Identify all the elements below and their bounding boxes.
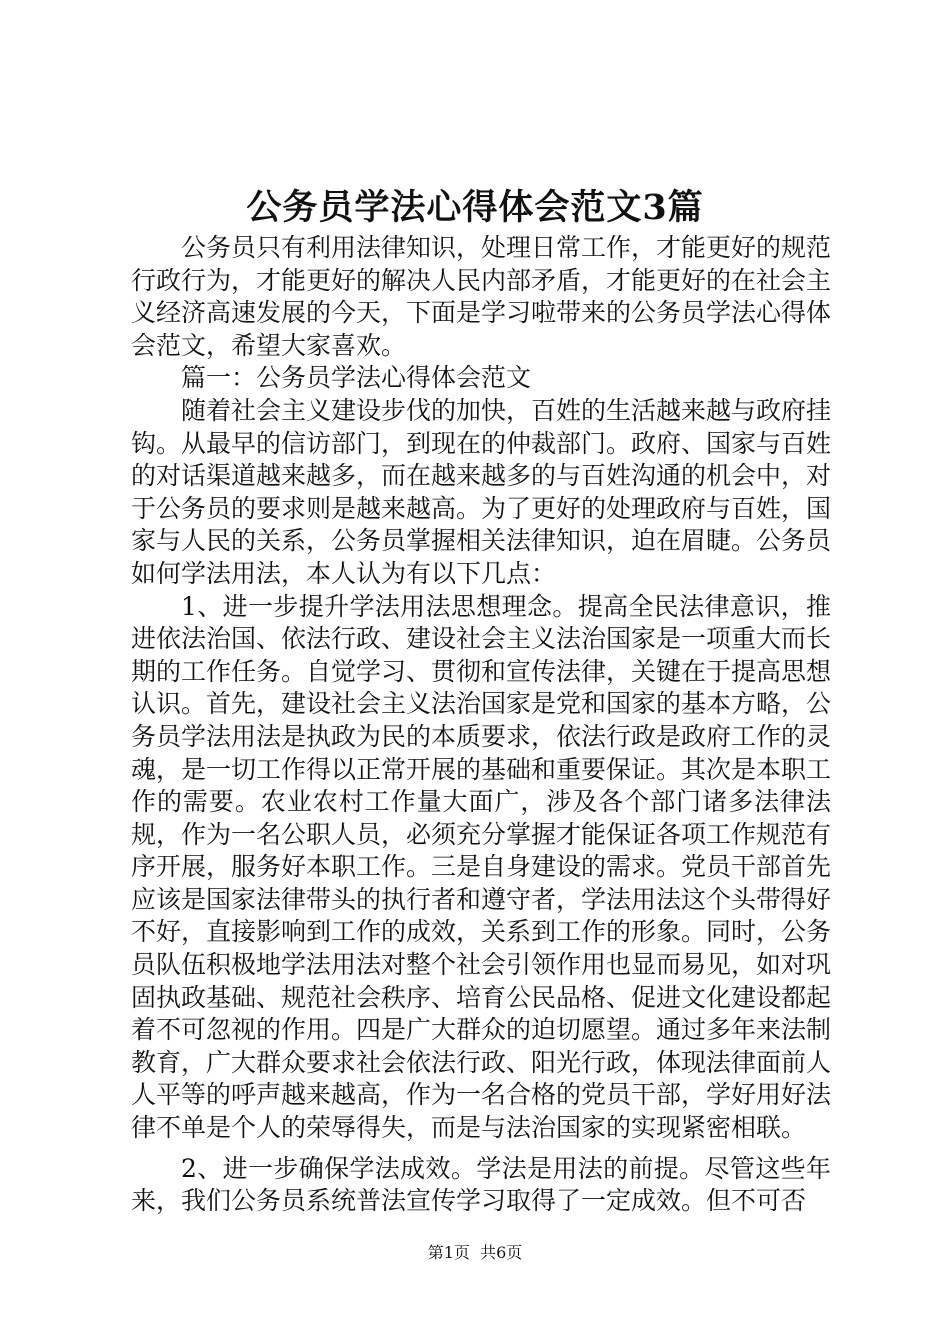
document-body (131, 232, 831, 1218)
body-paragraph: 1、进一步提升学法用法思想理念。提高全民法律意识，推进依法治国、依法行政、建设社会主义法治国家是一项重大而长期的工作任务。自觉学习、贯彻和宣传法律，关键在于提高思想认识。首先，建设社会主义法治国家是党和国家的基本方略，公务员学法用法是执政为民的本质要求，依法行政是政府工作的灵魂，是一切工作得以正常开展的基础和重要保证。其次是本职工作的需要。农业农村工作量大面广，涉及各个部门诸多法律法规，作为一名公职人员，必须充分掌握才能保证各项工作规范有序开展，服务好本职工作。三是自身建设的需求。党员干部首先应该是国家法律带头的执行者和遵守者，学法用法这个头带得好不好，直接影响到工作的成效，关系到工作的形象。同时，公务员队伍积极地学法用法对整个社会引领作用也显而易见，如对巩固执政基础、规范社会秩序、培育公民品格、促进文化建设都起着不可忽视的作用。四是广大群众的迫切愿望。通过多年来法制教育，广大群众要求社会依法行政、阳光行政，体现法律面前人人平等的呼声越来越高，作为一名合格的党员干部，学好用好法律不单是个人的荣辱得失，而是与法治国家的实现紧密相联。 (131, 591, 832, 1143)
body-paragraph: 随着社会主义建设步伐的加快，百姓的生活越来越与政府挂钩。从最早的信访部门，到现在的仲裁部门。政府、国家与百姓的对话渠道越来越多，而在越来越多的与百姓沟通的机会中，对于公务员的要求则是越来越高。为了更好的处理政府与百姓，国家与人民的关系，公务员掌握相关法律知识，迫在眉睫。公务员如何学法用法，本人认为有以下几点： (131, 395, 832, 588)
document-title: 公务员学法心得体会范文3篇 (246, 187, 704, 228)
intro-paragraph: 公务员只有利用法律知识，处理日常工作，才能更好的规范行政行为，才能更好的解决人民内部矛盾，才能更好的在社会主义经济高速发展的今天，下面是学习啦带来的公务员学法心得体会范文，希望大家喜欢。 (131, 233, 832, 360)
section-heading: 篇一：公务员学法心得体会范文 (181, 363, 532, 393)
body-paragraph: 2、进一步确保学法成效。学法是用法的前提。尽管这些年来，我们公务员系统普法宣传学习取得了一定成效。但不可否 (131, 1153, 831, 1216)
page-total: 共6页 (480, 1243, 523, 1262)
page-footer (0, 1242, 950, 1264)
page-number: 第1页 (427, 1243, 470, 1262)
